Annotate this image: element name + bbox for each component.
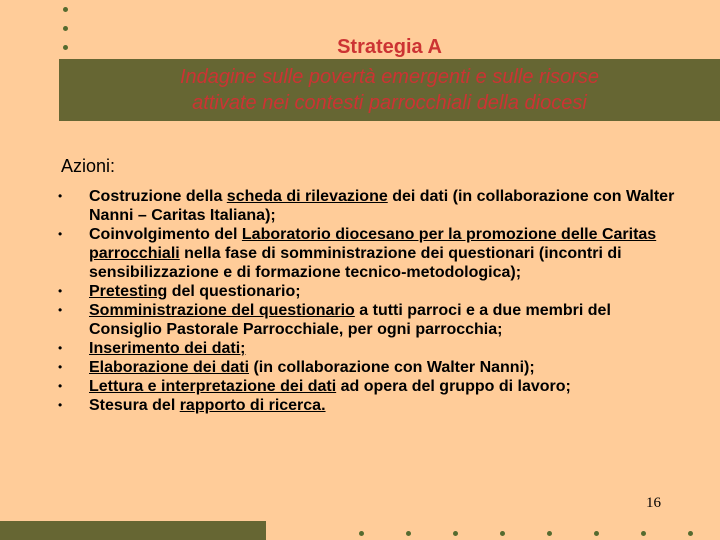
slide-title: Strategia A — [337, 36, 442, 58]
decor-dot — [688, 531, 693, 536]
action-text: ad opera del gruppo di lavoro; — [336, 378, 571, 395]
decor-dot — [594, 531, 599, 536]
action-item — [58, 282, 678, 301]
decor-dot — [63, 26, 68, 31]
decor-dot — [500, 531, 505, 536]
subtitle-line-2: attivate nei contesti parrocchiali della diocesi — [192, 92, 587, 114]
bullet-icon: • — [58, 341, 63, 355]
action-text: del questionario; — [167, 283, 301, 300]
decor-dot — [641, 531, 646, 536]
action-item — [58, 396, 678, 415]
action-text: Costruzione della — [89, 188, 227, 205]
action-text: a tutti parroci e a due membri del Consiglio Pastorale Parrocchiale, per ogni parrocchia; — [89, 302, 611, 338]
action-link[interactable]: Pretesting — [89, 283, 168, 300]
action-link[interactable]: scheda di rilevazione — [226, 188, 388, 205]
subtitle-box — [59, 59, 720, 121]
subtitle-line-1: Indagine sulle povertà emergenti e sulle risorse — [179, 66, 600, 88]
decor-dot — [63, 7, 68, 12]
action-link[interactable]: Elaborazione dei dati — [89, 359, 250, 376]
action-text: Coinvolgimento del — [89, 226, 242, 243]
bullet-icon: • — [58, 360, 63, 374]
action-link[interactable]: Laboratorio diocesano per la promozione delle Caritas parrocchiali — [89, 226, 657, 262]
footer-bar — [0, 521, 266, 540]
actions-list — [58, 187, 678, 415]
bullet-icon: • — [58, 398, 63, 412]
decor-dot — [406, 531, 411, 536]
action-item — [58, 187, 678, 225]
decor-dot — [359, 531, 364, 536]
action-item — [58, 301, 678, 339]
bullet-icon: • — [58, 227, 63, 241]
action-text: nella fase di somministrazione dei questionari (incontri di sensibilizzazione e di formazione tecnico-metodologica); — [89, 245, 622, 281]
action-link[interactable]: Somministrazione del questionario — [89, 302, 355, 319]
action-link[interactable]: rapporto di ricerca. — [179, 397, 326, 414]
page-number: 16 — [646, 495, 661, 511]
action-link[interactable]: Lettura e interpretazione dei dati — [89, 378, 337, 395]
bullet-icon: • — [58, 303, 63, 317]
decor-dot — [453, 531, 458, 536]
action-text: (in collaborazione con Walter Nanni); — [249, 359, 535, 376]
action-item — [58, 339, 678, 358]
action-text: dei dati (in collaborazione con Walter Nanni – Caritas Italiana); — [89, 188, 675, 224]
decor-dot — [547, 531, 552, 536]
action-link[interactable]: Inserimento dei dati; — [89, 340, 246, 357]
action-item — [58, 358, 678, 377]
action-text: Stesura del — [89, 397, 180, 414]
bullet-icon: • — [58, 284, 63, 298]
section-label: Azioni: — [61, 156, 116, 176]
bullet-icon: • — [58, 379, 63, 393]
bullet-icon: • — [58, 189, 63, 203]
action-item — [58, 225, 678, 282]
action-item — [58, 377, 678, 396]
